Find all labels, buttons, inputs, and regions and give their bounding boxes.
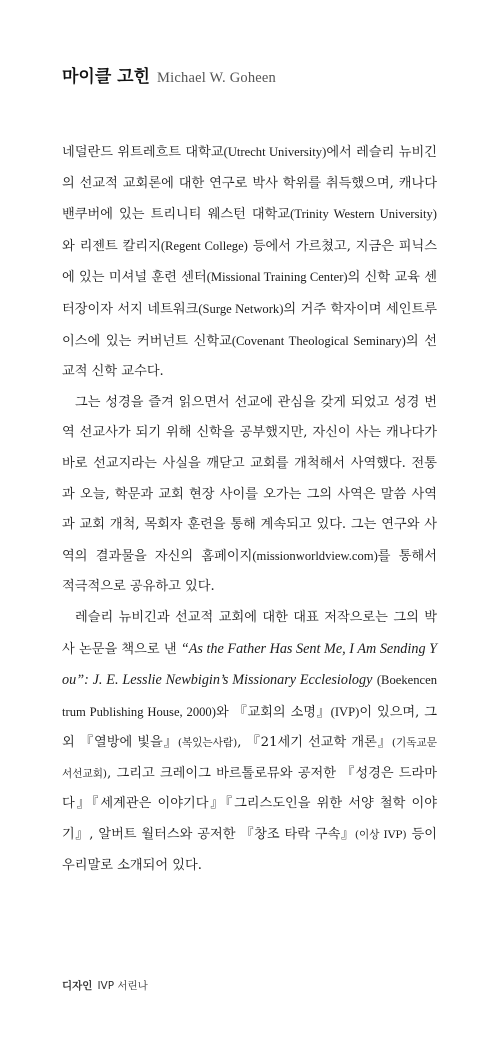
bio-text-english: (Surge Network) [198, 301, 284, 316]
publisher-note: (IVP) [330, 704, 360, 719]
bio-text: , 『21세기 선교학 개론』 [237, 735, 392, 751]
bio-paragraph-education [62, 137, 437, 388]
author-name-english: Michael W. Goheen [157, 70, 276, 86]
author-biography [62, 137, 437, 881]
publisher-note: (이상 IVP) [354, 829, 407, 842]
publisher-note: (기독교문서선교회) [62, 737, 437, 780]
bio-paragraph-ministry [62, 388, 437, 603]
publisher-note: (Boekencentrum Publishing House, 2000) [62, 673, 437, 719]
bio-text: 그는 성경을 즐겨 읽으면서 선교에 관심을 갖게 되었고 성경 번역 선교사가 되기 위해 신학을 공부했지만, 자신이 사는 캐나다가 바로 선교지라는 사실을 깨닫고 교회를 개척해서 사역했다. 전통과 오늘, 학문과 교회 현장 사이를 오가는 그의 사역은 말씀 사역과 교회 개척, 목회자 훈련을 통해 계속되고 있다. 그는 연구와 사역의 결과물을 자신의 홈페이지 [62, 394, 437, 564]
bio-text: 의 선교적 신학 교수다. [62, 333, 437, 380]
homepage-url: (missionworldview.com) [252, 548, 378, 563]
bio-text-english: (Covenant Theological Seminary) [231, 333, 406, 348]
bio-text-english: (Missional Training Center) [206, 270, 348, 285]
bio-text: 와 리젠트 칼리지 [62, 238, 161, 254]
bio-text: 등이 우리말로 소개되어 있다. [62, 827, 437, 873]
bio-text-english: (Regent College) [160, 238, 248, 253]
bio-text: 레슬리 뉴비긴과 선교적 교회에 대한 대표 저작으로는 그의 박사 논문을 책으로 낸 [62, 609, 437, 657]
bio-text: 이 있으며, 그 외 『열방에 빛을』 [62, 704, 437, 751]
bio-text: 의 신학 교육 센터장이자 서지 네트워크 [62, 270, 437, 317]
bio-text-english: (Trinity Western University) [290, 207, 437, 222]
bio-text: 와 『교회의 소명』 [215, 704, 331, 720]
bio-text: , 그리고 크레이그 바르톨로뮤와 공저한 『성경은 드라마다』『세계관은 이야기다』『그리스도인을 위한 서양 철학 이야기』, 알버트 월터스와 공저한 『창조 타락 구속』 [62, 765, 437, 843]
design-credit [62, 978, 148, 993]
author-header [62, 62, 276, 93]
bio-text: 등에서 가르쳤고, 지금은 피닉스에 있는 미셔널 훈련 센터 [62, 238, 437, 286]
bio-text: 에서 레슬리 뉴비긴의 선교적 교회론에 대한 연구로 박사 학위를 취득했으며, 캐나다 밴쿠버에 있는 트리니티 웨스턴 대학교 [62, 145, 437, 223]
design-credit-label: 디자인 [62, 980, 93, 992]
author-name-korean: 마이클 고힌 [62, 67, 151, 87]
bio-text: 를 통해서 적극적으로 공유하고 있다. [62, 548, 437, 595]
book-title-english: “As the Father Has Sent Me, I Am Sending You”: J. E. Lesslie Newbigin’s Missionary Ecclesiology [62, 640, 438, 689]
publisher-note: (복있는사람) [177, 737, 238, 750]
design-credit-value: IVP 서린나 [97, 980, 148, 992]
bio-text: 의 거주 학자이며 세인트루이스에 있는 커버넌트 신학교 [62, 301, 437, 349]
bio-text-english: (Utrecht University) [223, 145, 327, 159]
bio-text: 네덜란드 위트레흐트 대학교 [62, 145, 224, 160]
bio-paragraph-works [62, 603, 437, 881]
